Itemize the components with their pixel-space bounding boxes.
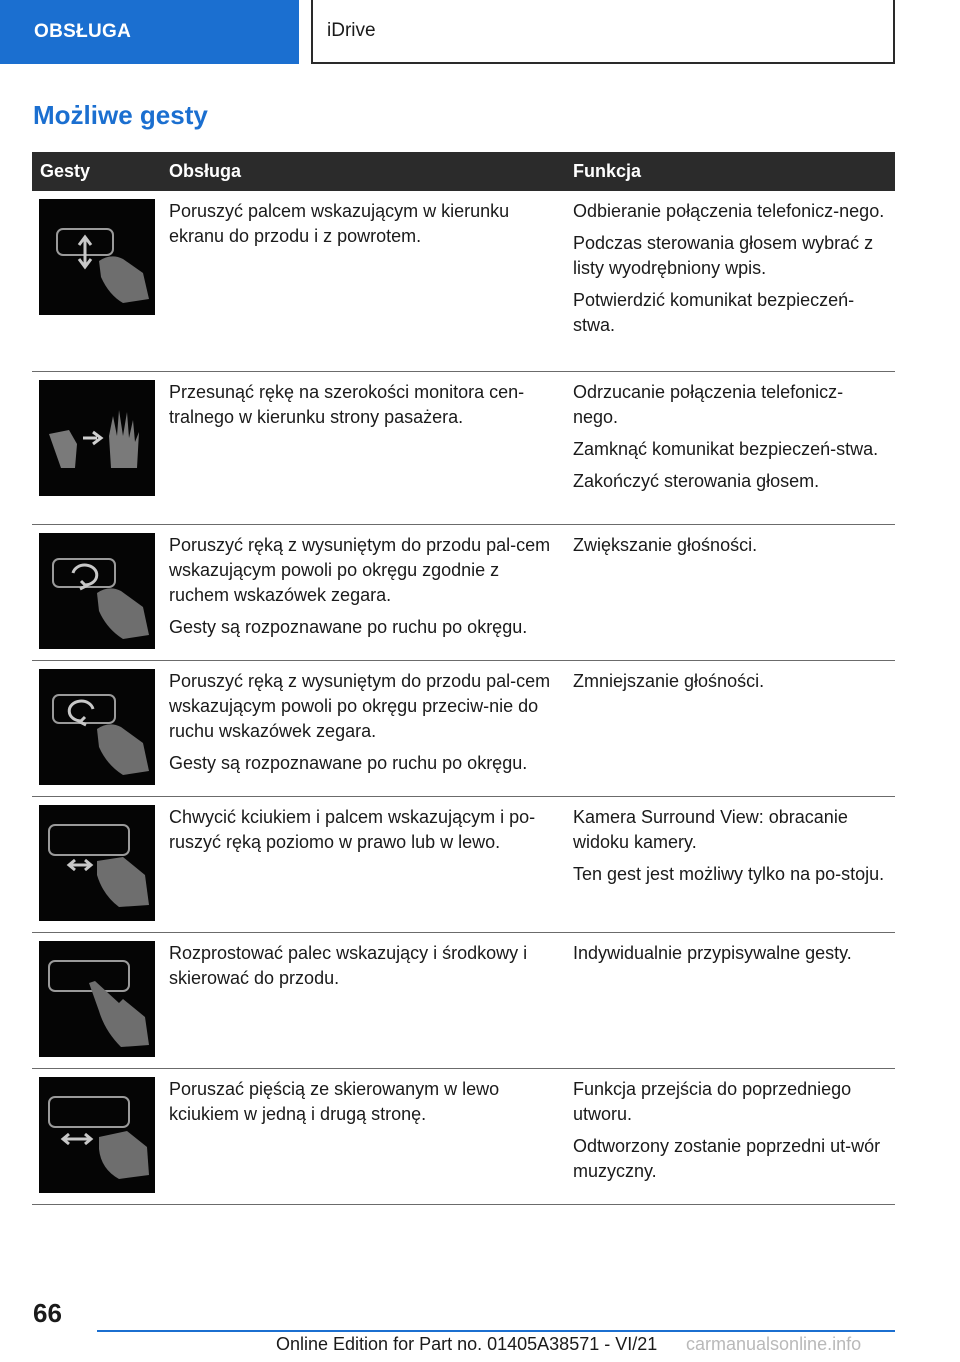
function-text: Funkcja przejścia do poprzedniego utworu. <box>573 1078 852 1124</box>
gestures-table <box>32 152 895 1205</box>
function-text: Indywidualnie przypisywalne gesty. <box>573 942 852 963</box>
column-header-gestures: Gesty <box>32 152 161 191</box>
function-cell <box>565 660 895 796</box>
chapter-header <box>311 0 895 64</box>
function-text: Odtworzony zostanie poprzedni ut-wór muzyczny. <box>573 1135 881 1181</box>
table-header-row <box>32 152 895 191</box>
operation-cell <box>161 524 565 660</box>
page-number: 66 <box>33 1298 62 1328</box>
table-row <box>32 796 895 932</box>
gesture-cell <box>32 524 161 660</box>
operation-text: Rozprostować palec wskazujący i środkowy i skierować do przodu. <box>169 942 528 988</box>
operation-text: Gesty są rozpoznawane po ruchu po okręgu. <box>169 616 528 637</box>
footer-divider <box>97 1330 895 1332</box>
operation-text: Przesunąć rękę na szerokości monitora cen-tralnego w kierunku strony pasażera. <box>169 381 525 427</box>
column-header-operation: Obsługa <box>161 152 565 191</box>
fist-thumb-swipe-gesture-icon <box>39 1077 155 1193</box>
function-text: Podczas sterowania głosem wybrać z listy wyodrębniony wpis. <box>573 233 874 278</box>
function-cell <box>565 191 895 371</box>
watermark[interactable]: carmanualsonline.info <box>686 1334 862 1354</box>
table-row <box>32 1068 895 1204</box>
gesture-cell <box>32 1068 161 1204</box>
gesture-cell <box>32 796 161 932</box>
gesture-cell <box>32 660 161 796</box>
clockwise-circle-gesture-icon <box>39 533 155 649</box>
function-text: Zwiększanie głośności. <box>573 534 758 555</box>
function-text: Ten gest jest możliwy tylko na po-stoju. <box>573 863 885 884</box>
function-text: Zmniejszanie głośności. <box>573 670 765 691</box>
chapter-title: iDrive <box>327 20 376 41</box>
hand-swipe-gesture-icon <box>39 380 155 496</box>
operation-text: Poruszać pięścią ze skierowanym w lewo kciukiem w jedną i drugą stronę. <box>169 1078 500 1124</box>
operation-text: Poruszyć palcem wskazującym w kierunku ekranu do przodu i z powrotem. <box>169 201 510 246</box>
operation-text: Gesty są rozpoznawane po ruchu po okręgu. <box>169 752 528 773</box>
function-cell <box>565 932 895 1068</box>
gesture-cell <box>32 191 161 371</box>
table-row <box>32 371 895 524</box>
function-cell <box>565 524 895 660</box>
operation-text: Poruszyć ręką z wysuniętym do przodu pal-cem wskazującym powoli po okręgu zgodnie z ruchem wskazówek zegara. <box>169 534 551 605</box>
pinch-move-gesture-icon <box>39 805 155 921</box>
operation-cell <box>161 371 565 524</box>
function-text: Zakończyć sterowania głosem. <box>573 470 820 491</box>
finger-forward-back-gesture-icon <box>39 199 155 315</box>
function-text: Kamera Surround View: obracanie widoku kamery. <box>573 806 848 852</box>
section-tab[interactable] <box>0 0 299 64</box>
operation-cell <box>161 1068 565 1204</box>
function-text: Odbieranie połączenia telefonicz-nego. <box>573 201 885 221</box>
counterclockwise-circle-gesture-icon <box>39 669 155 785</box>
column-header-function: Funkcja <box>565 152 895 191</box>
function-cell <box>565 371 895 524</box>
operation-text: Chwycić kciukiem i palcem wskazującym i po-ruszyć ręką poziomo w prawo lub w lewo. <box>169 806 536 852</box>
function-text: Zamknąć komunikat bezpieczeń-stwa. <box>573 438 879 459</box>
table-row <box>32 660 895 796</box>
footer-edition: Online Edition for Part no. 01405A38571 - VI/21 <box>276 1334 658 1354</box>
operation-cell <box>161 932 565 1068</box>
page-title: Możliwe gesty <box>33 100 208 130</box>
gesture-cell <box>32 371 161 524</box>
function-cell <box>565 796 895 932</box>
operation-cell <box>161 191 565 371</box>
section-tab-label: OBSŁUGA <box>34 21 132 42</box>
table-row <box>32 191 895 371</box>
operation-text: Poruszyć ręką z wysuniętym do przodu pal-cem wskazującym powoli po okręgu przeciw-nie do ruchu wskazówek zegara. <box>169 670 551 741</box>
table-row <box>32 524 895 660</box>
function-cell <box>565 1068 895 1204</box>
function-text: Odrzucanie połączenia telefonicz-nego. <box>573 381 844 427</box>
operation-cell <box>161 796 565 932</box>
gesture-cell <box>32 932 161 1068</box>
two-fingers-forward-gesture-icon <box>39 941 155 1057</box>
operation-cell <box>161 660 565 796</box>
function-text: Potwierdzić komunikat bezpieczeń-stwa. <box>573 290 855 335</box>
table-row <box>32 932 895 1068</box>
